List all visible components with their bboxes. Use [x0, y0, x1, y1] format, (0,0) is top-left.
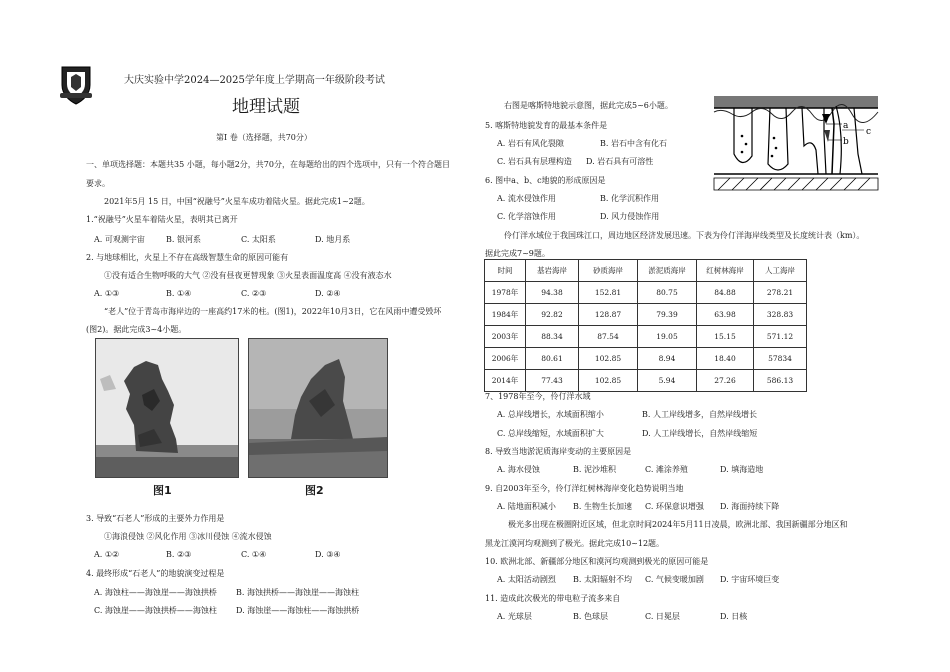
table-header: 砂质海岸: [579, 260, 638, 282]
q3-stem: 3. 导致“石老人”形成的主要外力作用是: [86, 514, 225, 523]
table-cell: 80.61: [526, 348, 579, 370]
intro-q10-q12: 极光多出现在极圈附近区域，但北京时间2024年5月11日凌晨，欧洲北部、我国新疆部分地区和: [508, 520, 848, 529]
intro-q7-q9: 伶仃洋水域位于我国珠江口，周边地区经济发展迅速。下表为伶仃洋海岸线类型及长度统计表（km）。: [504, 231, 865, 240]
q4-option-d[interactable]: D. 海蚀崖——海蚀柱——海蚀拱桥: [236, 606, 360, 615]
table-cell: 278.21: [754, 282, 807, 304]
table-cell: 2003年: [485, 326, 526, 348]
table-cell: 1978年: [485, 282, 526, 304]
table-row: [485, 326, 807, 348]
q1-option-d[interactable]: D. 地月系: [315, 235, 351, 244]
q8-stem: 8. 导致当地淤泥质海岸变动的主要原因是: [485, 447, 632, 456]
q2-stem: 2. 与地球相比，火星上不存在高级智慧生命的原因可能有: [86, 253, 289, 262]
q10-option-d[interactable]: D. 宇宙环境巨变: [720, 575, 780, 584]
section-instruction: 一、单项选择题：本题共35 小题，每小题2分，共70分，在每题给出的四个选项中，只有一个符合题目: [86, 160, 450, 169]
label-a: a: [843, 121, 849, 131]
q11-option-c[interactable]: C. 日冕层: [645, 612, 680, 621]
coastline-table: [484, 259, 807, 392]
section-instruction-cont: 要求。: [86, 179, 110, 188]
label-c: c: [866, 127, 872, 137]
q7-option-c[interactable]: C. 总岸线缩短，水域面积扩大: [497, 429, 604, 438]
q11-option-d[interactable]: D. 日核: [720, 612, 748, 621]
intro-q3-q4: “老人”位于青岛市海岸边的一座高约17米的柱。(图1)，2022年10月3日，它在风雨中遭受毁坏: [104, 307, 442, 316]
q3-sub-options: ①海浪侵蚀 ②风化作用 ③冰川侵蚀 ④流水侵蚀: [104, 532, 272, 541]
table-header: 时间: [485, 260, 526, 282]
table-cell: 1984年: [485, 304, 526, 326]
table-cell: 94.38: [526, 282, 579, 304]
figure-2-caption: 图2: [305, 484, 324, 497]
q5-option-d[interactable]: D. 岩石具有可溶性: [586, 157, 654, 166]
table-cell: 128.87: [579, 304, 638, 326]
table-cell: 328.83: [754, 304, 807, 326]
q6-option-a[interactable]: A. 流水侵蚀作用: [497, 194, 556, 203]
intro-q10-q12-cont: 黑龙江漠河均观测到了极光。据此完成10~12题。: [485, 539, 665, 548]
q6-option-d[interactable]: D. 风力侵蚀作用: [600, 212, 660, 221]
q11-option-a[interactable]: A. 光球层: [497, 612, 532, 621]
table-header: 人工海岸: [754, 260, 807, 282]
q2-option-b[interactable]: B. ①④: [166, 289, 192, 298]
table-cell: 102.85: [579, 370, 638, 392]
label-b: b: [843, 137, 849, 147]
q3-option-a[interactable]: A. ①②: [94, 550, 120, 559]
q5-option-b[interactable]: B. 岩石中含有化石: [600, 139, 667, 148]
q9-option-d[interactable]: D. 海面持续下降: [720, 502, 780, 511]
volume-title: 第Ⅰ 卷（选择题，共70分）: [216, 133, 312, 142]
q1-stem: 1.“祝融号”火星车着陆火星，表明其已离开: [86, 215, 238, 224]
q8-option-b[interactable]: B. 泥沙堆积: [573, 465, 616, 474]
table-cell: 5.94: [638, 370, 697, 392]
subject-title: 地理试题: [232, 97, 300, 117]
q8-option-d[interactable]: D. 填海造地: [720, 465, 764, 474]
intro-q5-q6: 右图是喀斯特地貌示意图，据此完成5~6小题。: [504, 101, 673, 110]
q4-option-a[interactable]: A. 海蚀柱——海蚀崖——海蚀拱桥: [94, 588, 217, 597]
q2-option-c[interactable]: C. ②③: [241, 289, 267, 298]
table-cell: 79.39: [638, 304, 697, 326]
table-header: 红树林海岸: [697, 260, 754, 282]
figure-1-caption: 图1: [153, 484, 172, 497]
table-cell: 87.54: [579, 326, 638, 348]
q3-option-b[interactable]: B. ②③: [166, 550, 192, 559]
q10-option-a[interactable]: A. 太阳活动剧烈: [497, 575, 556, 584]
q6-stem: 6. 图中a、b、c地貌的形成原因是: [485, 176, 606, 185]
q4-stem: 4. 最终形成“石老人”的地貌演变过程是: [86, 569, 225, 578]
q9-stem: 9. 自2003年至今，伶仃洋红树林海岸变化趋势说明当地: [485, 484, 684, 493]
table-header-row: [485, 260, 807, 282]
table-row: [485, 304, 807, 326]
q5-option-a[interactable]: A. 岩石有风化裂隙: [497, 139, 564, 148]
q1-option-a[interactable]: A. 可观测宇宙: [94, 235, 145, 244]
school-title: 大庆实验中学2024—2025学年度上学期高一年级阶段考试: [124, 75, 385, 86]
table-cell: 88.34: [526, 326, 579, 348]
q9-option-a[interactable]: A. 陆地面积减小: [497, 502, 556, 511]
table-cell: 84.88: [697, 282, 754, 304]
q3-option-d[interactable]: D. ③④: [315, 550, 341, 559]
table-cell: 586.13: [754, 370, 807, 392]
table-row: [485, 348, 807, 370]
q2-option-d[interactable]: D. ②④: [315, 289, 341, 298]
table-row: [485, 370, 807, 392]
table-cell: 8.94: [638, 348, 697, 370]
karst-landform-diagram: [712, 94, 880, 192]
q7-option-b[interactable]: B. 人工岸线增多，自然岸线增长: [642, 410, 757, 419]
table-cell: 2006年: [485, 348, 526, 370]
table-cell: 63.98: [697, 304, 754, 326]
q1-option-c[interactable]: C. 太阳系: [241, 235, 276, 244]
sea-stack-photo-1: [95, 338, 239, 478]
table-cell: 102.85: [579, 348, 638, 370]
table-cell: 19.05: [638, 326, 697, 348]
table-cell: 152.81: [579, 282, 638, 304]
q10-stem: 10. 欧洲北部、新疆部分地区和漠河均观测到极光的原因可能是: [485, 557, 709, 566]
q2-sub-options: ①没有适合生物呼吸的大气 ②没有昼夜更替现象 ③火星表面温度高 ④没有液态水: [104, 271, 392, 280]
table-cell: 571.12: [754, 326, 807, 348]
table-cell: 18.40: [697, 348, 754, 370]
q10-option-b[interactable]: B. 太阳辐射不均: [573, 575, 632, 584]
q7-option-a[interactable]: A. 总岸线增长，水域面积缩小: [497, 410, 604, 419]
q5-option-c[interactable]: C. 岩石具有层理构造: [497, 157, 572, 166]
sea-stack-photo-2: [248, 338, 388, 478]
q7-stem: 7、1978年至今，伶仃洋水域: [485, 392, 591, 401]
intro-q3-q4-cont: (图2)。据此完成3~4小题。: [86, 325, 187, 334]
q10-option-c[interactable]: C. 气候变暖加剧: [645, 575, 704, 584]
q11-stem: 11. 造成此次极光的带电粒子流多来自: [485, 594, 621, 603]
q8-option-a[interactable]: A. 海水侵蚀: [497, 465, 540, 474]
q5-stem: 5. 喀斯特地貌发育的最基本条件是: [485, 121, 608, 130]
q6-option-c[interactable]: C. 化学溶蚀作用: [497, 212, 556, 221]
q7-option-d[interactable]: D. 人工岸线增长，自然岸线缩短: [642, 429, 758, 438]
q1-option-b[interactable]: B. 银河系: [166, 235, 201, 244]
q3-option-c[interactable]: C. ①④: [241, 550, 267, 559]
table-cell: 92.82: [526, 304, 579, 326]
intro-q1-q2: 2021年5月 15 日，中国“祝融号”火星车成功着陆火星。据此完成1~2题。: [104, 197, 370, 206]
q9-option-b[interactable]: B. 生物生长加速: [573, 502, 632, 511]
table-cell: 77.43: [526, 370, 579, 392]
q8-option-c[interactable]: C. 滩涂养殖: [645, 465, 688, 474]
intro-q7-q9-cont: 据此完成7~9题。: [485, 249, 550, 258]
q11-option-b[interactable]: B. 色球层: [573, 612, 608, 621]
table-cell: 27.26: [697, 370, 754, 392]
table-header: 淤泥质海岸: [638, 260, 697, 282]
table-cell: 80.75: [638, 282, 697, 304]
school-logo: [58, 63, 94, 105]
q4-option-c[interactable]: C. 海蚀崖——海蚀拱桥——海蚀柱: [94, 606, 217, 615]
q4-option-b[interactable]: B. 海蚀拱桥——海蚀崖——海蚀柱: [236, 588, 359, 597]
q2-option-a[interactable]: A. ①③: [94, 289, 120, 298]
table-cell: 15.15: [697, 326, 754, 348]
q9-option-c[interactable]: C. 环保意识增强: [645, 502, 704, 511]
table-row: [485, 282, 807, 304]
table-cell: 57834: [754, 348, 807, 370]
q6-option-b[interactable]: B. 化学沉积作用: [600, 194, 659, 203]
table-cell: 2014年: [485, 370, 526, 392]
table-header: 基岩海岸: [526, 260, 579, 282]
